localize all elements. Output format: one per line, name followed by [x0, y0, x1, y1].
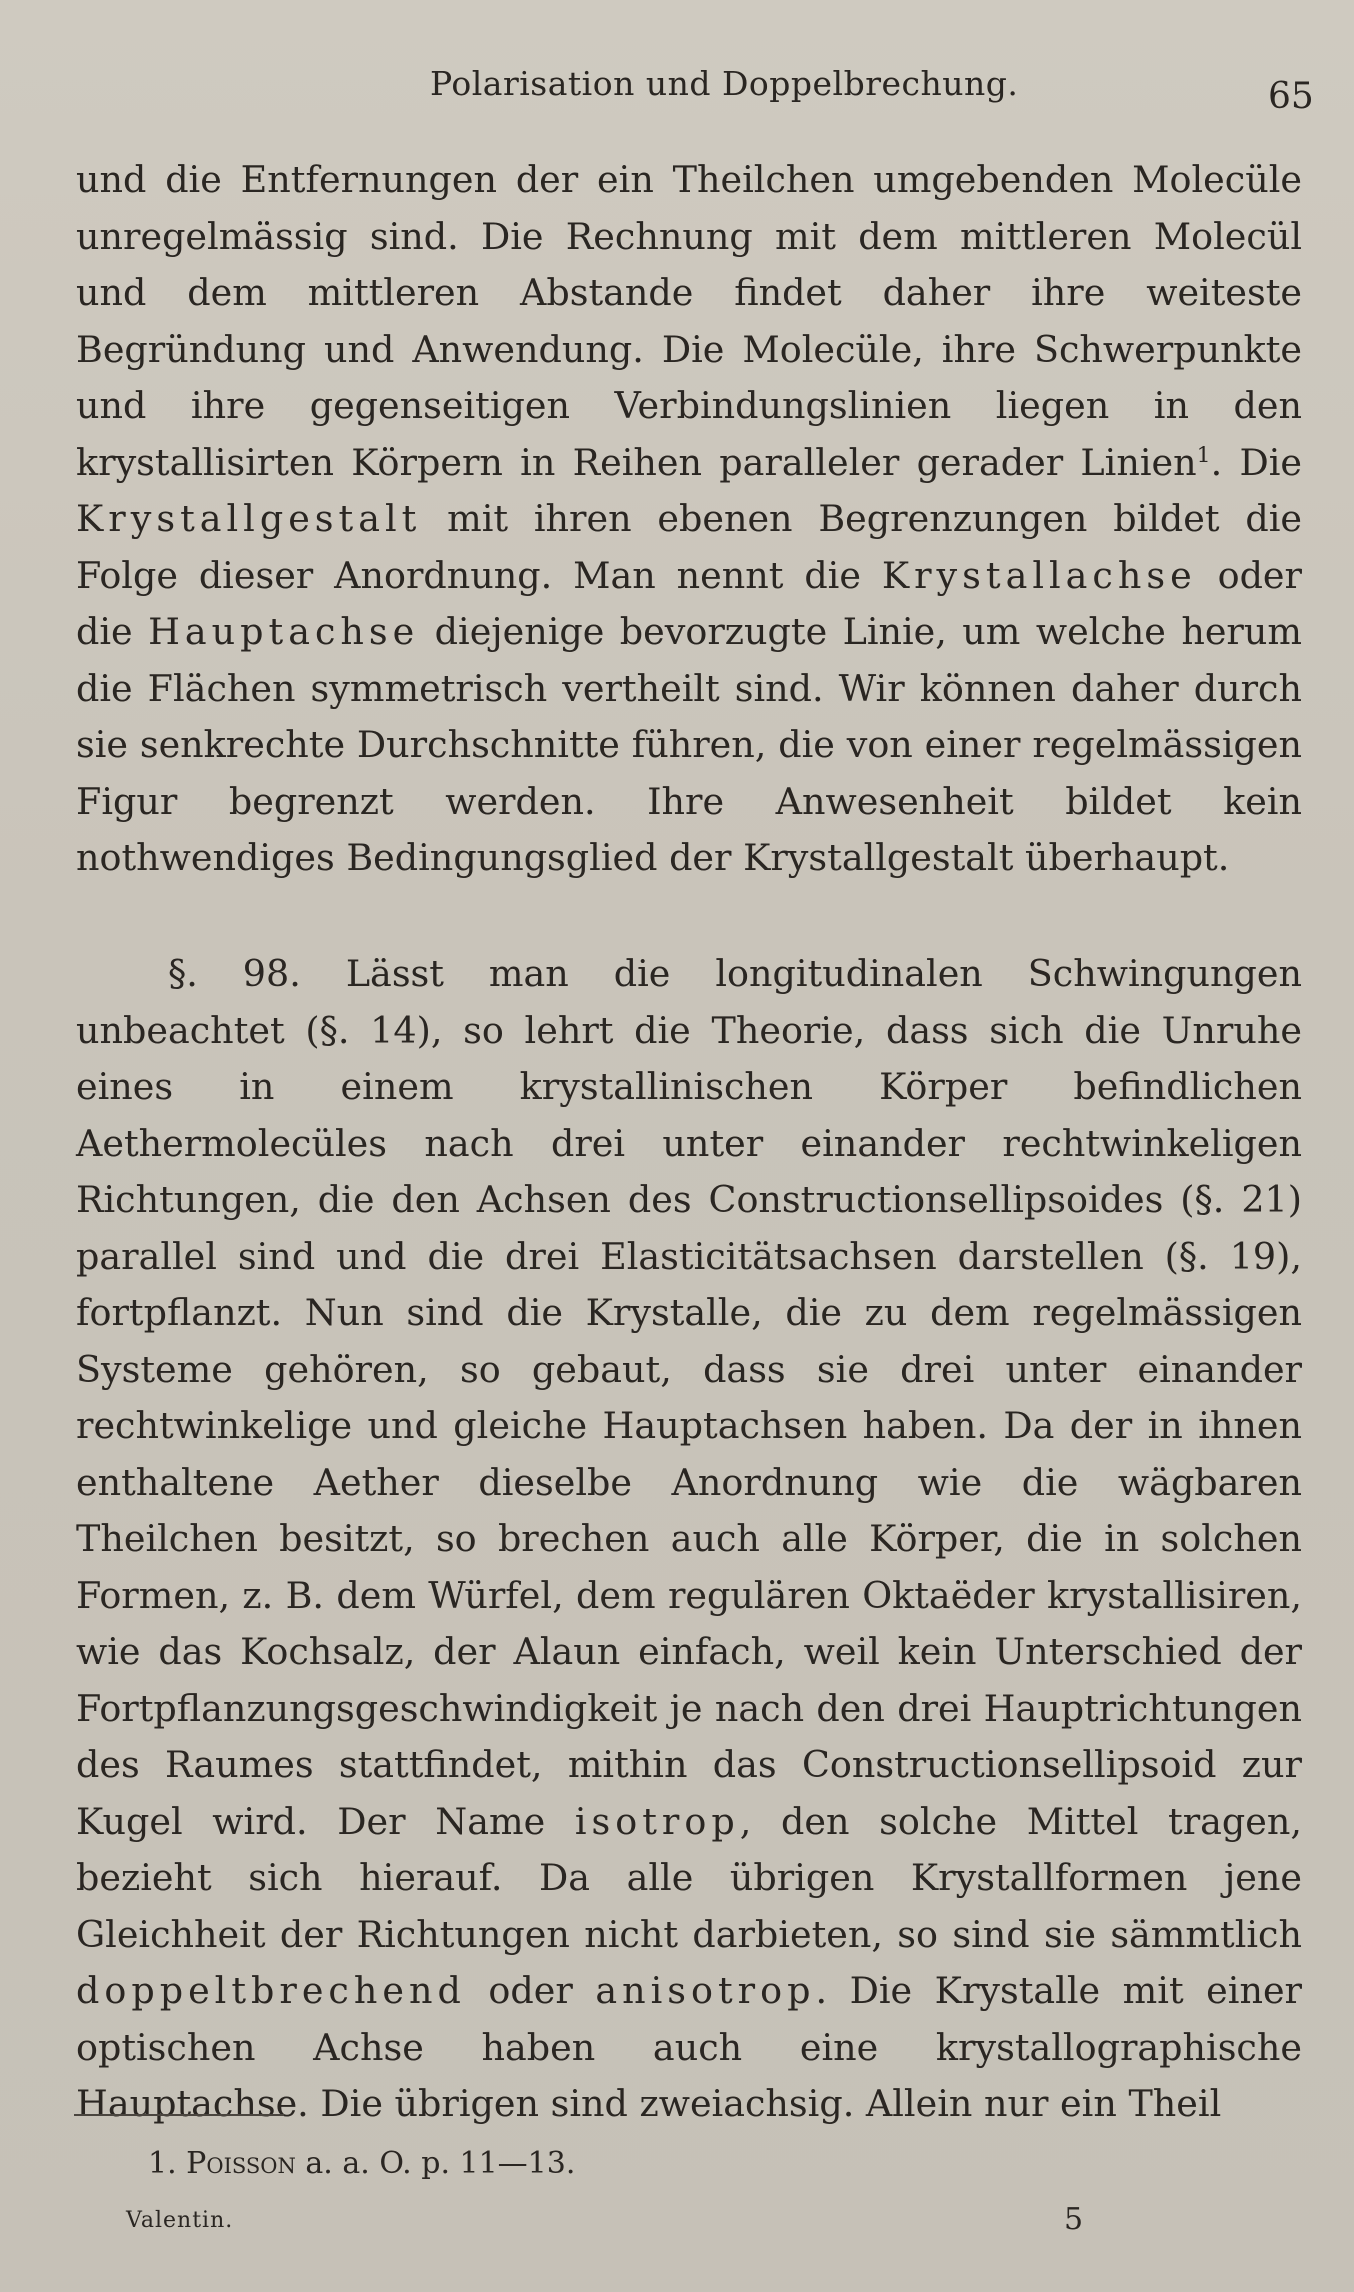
- paragraph-1-text-1: und die Entfernungen der ein Theilchen umgebenden Molecüle unregelmässig sind. Die Rechnung mit dem mittleren Molecül und dem mittleren Abstande findet daher ihre weiteste Begründung und Anwendung. Die Molecüle, ihre Schwerpunkte und ihre gegenseitigen Verbindungslinien liegen in den krystallisirten Körpern in Reihen paralleler gerader Linien: [76, 158, 1302, 484]
- term-hauptachse: Hauptachse: [148, 610, 420, 653]
- paragraph-1-text-4: oder die: [76, 553, 1302, 653]
- paragraph-2-text-2: , den solche Mittel tragen, bezieht sich hierauf. Da alle übrigen Krystallformen jene Gleichheit der Richtungen nicht darbieten, so sind sie sämmtlich: [76, 1799, 1302, 1956]
- paragraph-2-text-1: §. 98. Lässt man die longitudinalen Schwingungen unbeachtet (§. 14), so lehrt die Theorie, dass sich die Unruhe eines in einem krystallinischen Körper befindlichen Aethermolecüles nach drei unter einander rechtwinkeligen Richtungen, die den Achsen des Constructionsellipsoides (§. 21) parallel sind und die drei Elasticitätsachsen darstellen (§. 19), fortpflanzt. Nun sind die Krystalle, die zu dem regelmässigen Systeme gehören, so gebaut, dass sie drei unter einander rechtwinkelige und gleiche Hauptachsen haben. Da der in ihnen enthaltene Aether dieselbe Anordnung wie die wägbaren Theilchen besitzt, so brechen auch alle Körper, die in solchen Formen, z. B. dem Würfel, dem regulären Oktaëder krystallisiren, wie das Kochsalz, der Alaun einfach, weil kein Unterschied der Fortpflanzungsgeschwindigkeit je nach den drei Hauptrichtungen des Raumes stattfindet, mithin das Constructionsellipsoid zur Kugel wird. Der Name: [76, 952, 1302, 1843]
- signature-number: 5: [1064, 2202, 1084, 2237]
- term-krystallgestalt: Krystallgestalt: [76, 497, 422, 540]
- paragraph-1-text-5: diejenige bevorzugte Linie, um welche herum die Flächen symmetrisch vertheilt sind. Wir können daher durch sie senkrechte Durchschnitte führen, die von einer regelmässigen Figur begrenzt werden. Ihre Anwesenheit bildet kein nothwendiges Bedingungsglied der Krystallgestalt überhaupt.: [76, 610, 1302, 879]
- footnote-text: a. a. O. p. 11—13.: [295, 2146, 576, 2181]
- footnote: [148, 2146, 575, 2181]
- term-anisotrop: anisotrop: [595, 1969, 816, 2012]
- paragraph-1: [76, 152, 1302, 887]
- running-head: [0, 64, 1354, 117]
- term-krystallachse: Krystallachse: [881, 553, 1197, 597]
- signature-mark: Valentin.: [126, 2208, 234, 2233]
- footnote-rule: [74, 2114, 284, 2116]
- footnote-author: Poisson: [186, 2146, 296, 2181]
- paragraph-2-text-3: oder: [465, 1969, 596, 2012]
- paragraph-2-text-4: . Die Krystalle mit einer optischen Achse haben auch eine krystallographische Hauptachse. Die übrigen sind zweiachsig. Allein nur ein Theil: [76, 1969, 1303, 2125]
- term-doppeltbrechend: doppeltbrechend: [76, 1969, 466, 2012]
- footnote-number: 1.: [148, 2146, 177, 2181]
- running-title: Polarisation und Doppelbrechung.: [430, 64, 1019, 103]
- page-number: 65: [1268, 76, 1314, 117]
- paragraph-1-text-2: . Die: [1210, 440, 1302, 484]
- footnote-reference: 1: [1196, 442, 1211, 468]
- paragraph-1-text-3: mit ihren ebenen Begrenzungen bildet die Folge dieser Anordnung. Man nennt die: [76, 497, 1302, 597]
- paragraph-2: [76, 946, 1302, 2133]
- term-isotrop: isotrop: [574, 1799, 740, 1843]
